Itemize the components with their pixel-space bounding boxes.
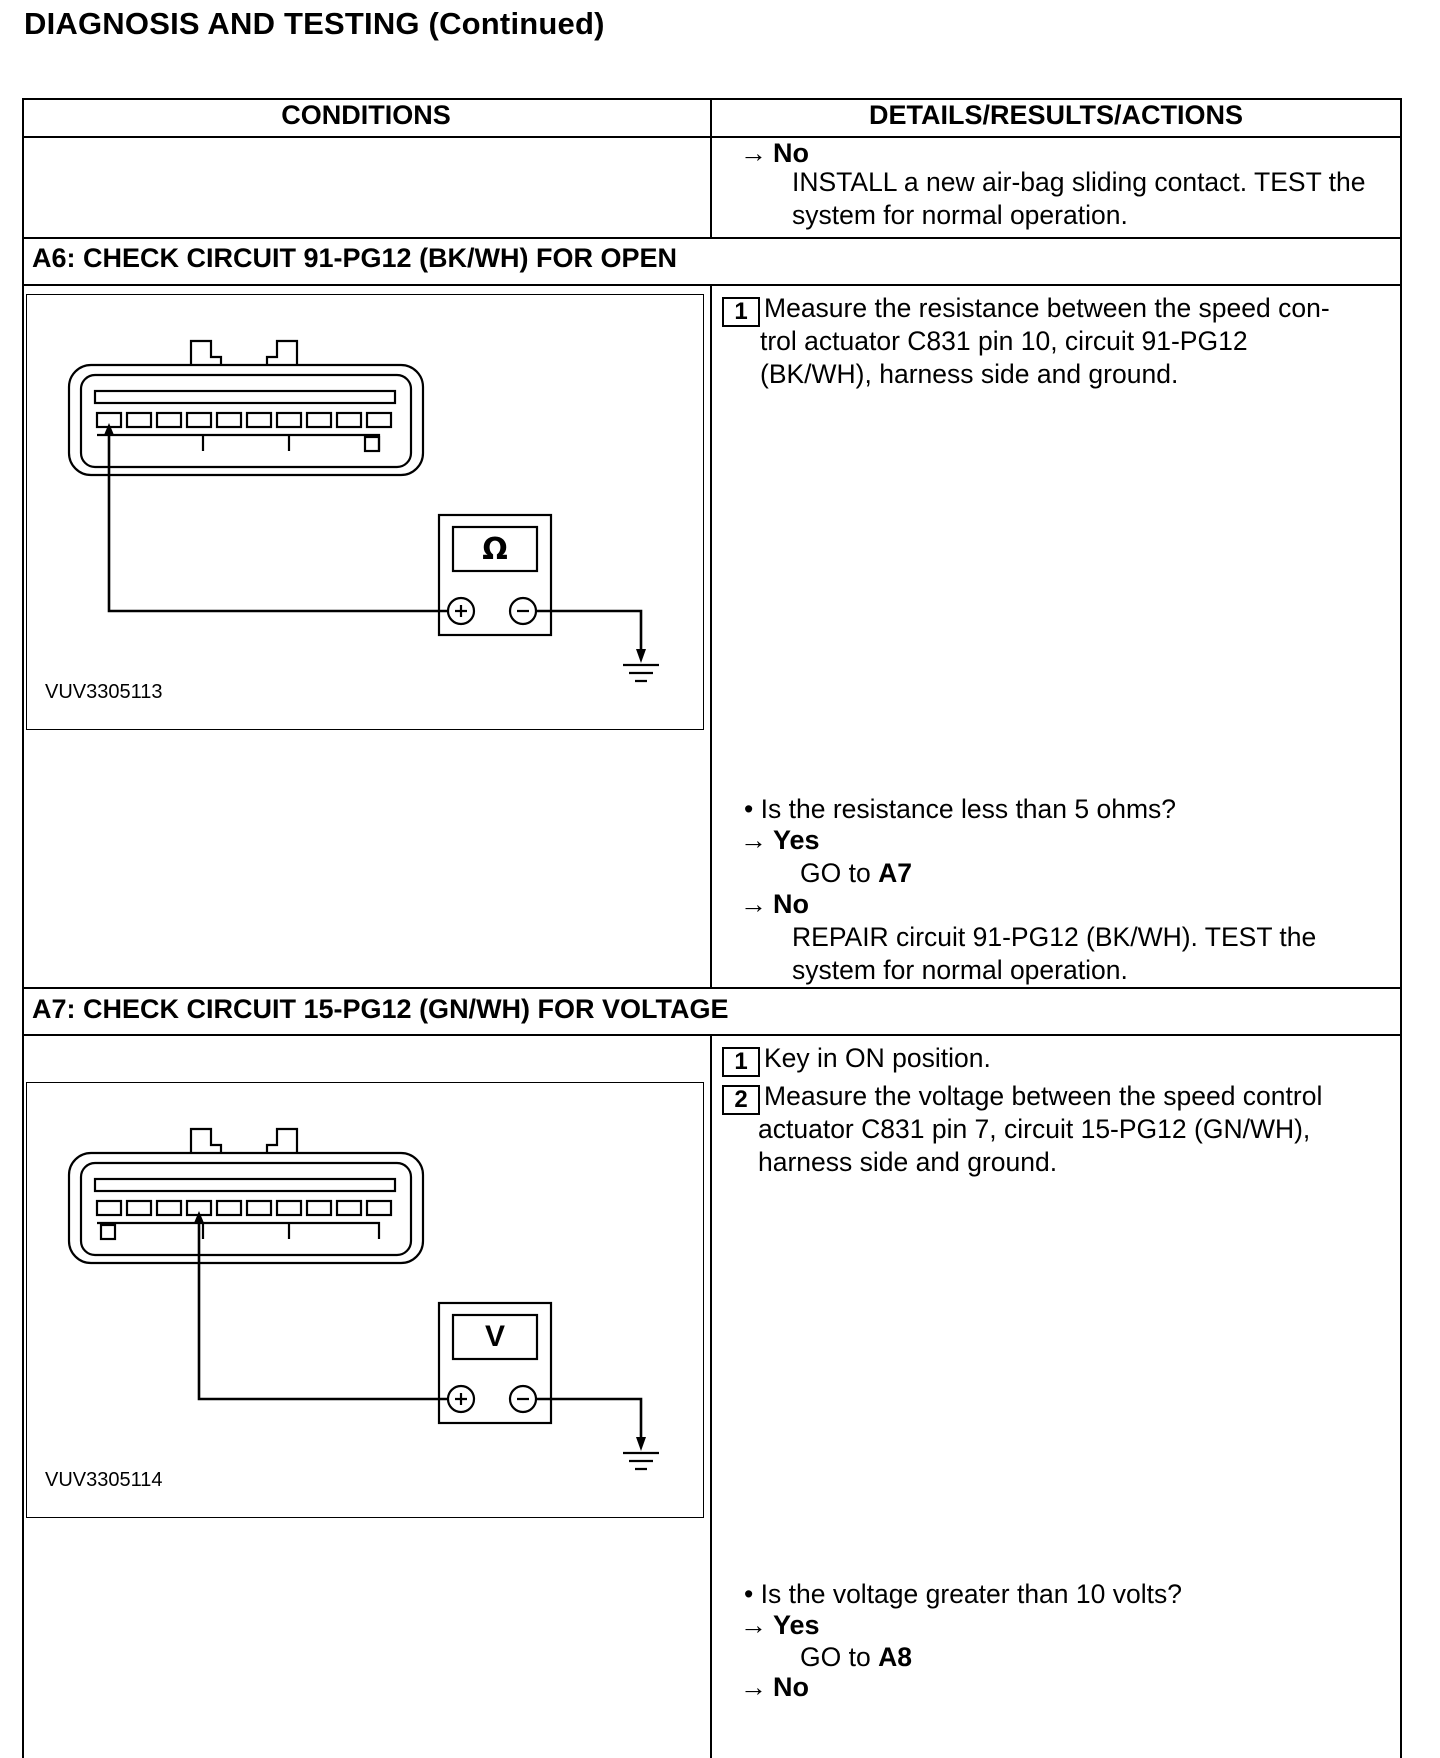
a7-connector-diagram <box>27 1083 703 1517</box>
a6-figure <box>26 294 704 730</box>
connector-latch-icon <box>191 341 221 365</box>
arrow-icon: → <box>740 1610 767 1640</box>
meter-symbol: Ω <box>482 532 508 567</box>
a6-no-branch: → No <box>740 889 809 919</box>
step-number-badge: 2 <box>722 1085 760 1115</box>
conditions-header: CONDITIONS <box>281 100 451 130</box>
goto-target-link[interactable]: A7 <box>878 858 912 888</box>
arrow-icon: → <box>740 1672 767 1702</box>
arrow-icon: → <box>740 825 767 855</box>
a6-step-1-cont: trol actuator C831 pin 10, circuit 91-PG12 <box>760 326 1248 356</box>
arrow-icon: → <box>740 889 767 919</box>
column-divider <box>710 1035 712 1758</box>
step-number-badge: 1 <box>722 1047 760 1077</box>
a6-connector-diagram <box>27 295 703 729</box>
diagnosis-table <box>22 98 1405 1758</box>
ground-icon <box>623 665 659 681</box>
meter-symbol: V <box>484 1320 505 1353</box>
column-divider <box>710 285 712 988</box>
carryover-action: INSTALL a new air-bag sliding contact. TEST the system for normal operation. <box>792 167 1366 230</box>
a7-no-branch: → No <box>740 1672 809 1702</box>
connector-latch-icon <box>267 1129 297 1153</box>
a7-figure <box>26 1082 704 1518</box>
a7-step-1: 1 Key in ON position. <box>722 1042 1402 1077</box>
ground-icon <box>623 1453 659 1469</box>
a6-step-1: 1 Measure the resistance between the speed con- <box>722 292 1402 327</box>
a6-step-1-cont: (BK/WH), harness side and ground. <box>760 359 1179 389</box>
a6-question: • Is the resistance less than 5 ohms? <box>744 794 1177 824</box>
a6-no-action: system for normal operation. <box>792 955 1128 985</box>
row-divider <box>22 987 1402 989</box>
a6-no-action: REPAIR circuit 91-PG12 (BK/WH). TEST the <box>792 922 1317 952</box>
a7-heading: A7: CHECK CIRCUIT 15-PG12 (GN/WH) FOR VOLTAGE <box>32 994 729 1024</box>
connector-pins <box>97 413 391 427</box>
test-lead <box>109 427 448 611</box>
row-divider <box>22 1034 1402 1036</box>
page-title: DIAGNOSIS AND TESTING (Continued) <box>24 6 605 41</box>
connector-latch-icon <box>267 341 297 365</box>
a6-yes-branch: → Yes <box>740 825 820 855</box>
connector-latch-icon <box>191 1129 221 1153</box>
header-divider <box>22 136 1402 138</box>
step-number-badge: 1 <box>722 297 760 327</box>
a7-question: • Is the voltage greater than 10 volts? <box>744 1579 1182 1609</box>
table-border-left <box>22 98 24 1758</box>
a7-step-2-cont: actuator C831 pin 7, circuit 15-PG12 (GN/WH), <box>758 1114 1311 1144</box>
arrow-icon: → <box>740 138 767 168</box>
a6-yes-action: GO to A7 <box>800 858 912 888</box>
row-divider <box>22 284 1402 286</box>
a6-figure-id: VUV3305113 <box>45 681 163 703</box>
a7-step-2: 2 Measure the voltage between the speed control <box>722 1080 1402 1115</box>
details-header: DETAILS/RESULTS/ACTIONS <box>868 100 1243 130</box>
table-border-right <box>1400 98 1402 1758</box>
row-divider <box>22 237 1402 239</box>
goto-target-link[interactable]: A8 <box>878 1642 912 1672</box>
a7-yes-branch: → Yes <box>740 1610 820 1640</box>
a7-figure-id: VUV3305114 <box>45 1469 163 1491</box>
carryover-no-branch: → No <box>740 138 809 168</box>
a7-yes-action: GO to A8 <box>800 1642 912 1672</box>
a7-step-2-cont: harness side and ground. <box>758 1147 1058 1177</box>
a6-heading: A6: CHECK CIRCUIT 91-PG12 (BK/WH) FOR OPEN <box>32 243 678 273</box>
connector-pins <box>97 1201 391 1215</box>
